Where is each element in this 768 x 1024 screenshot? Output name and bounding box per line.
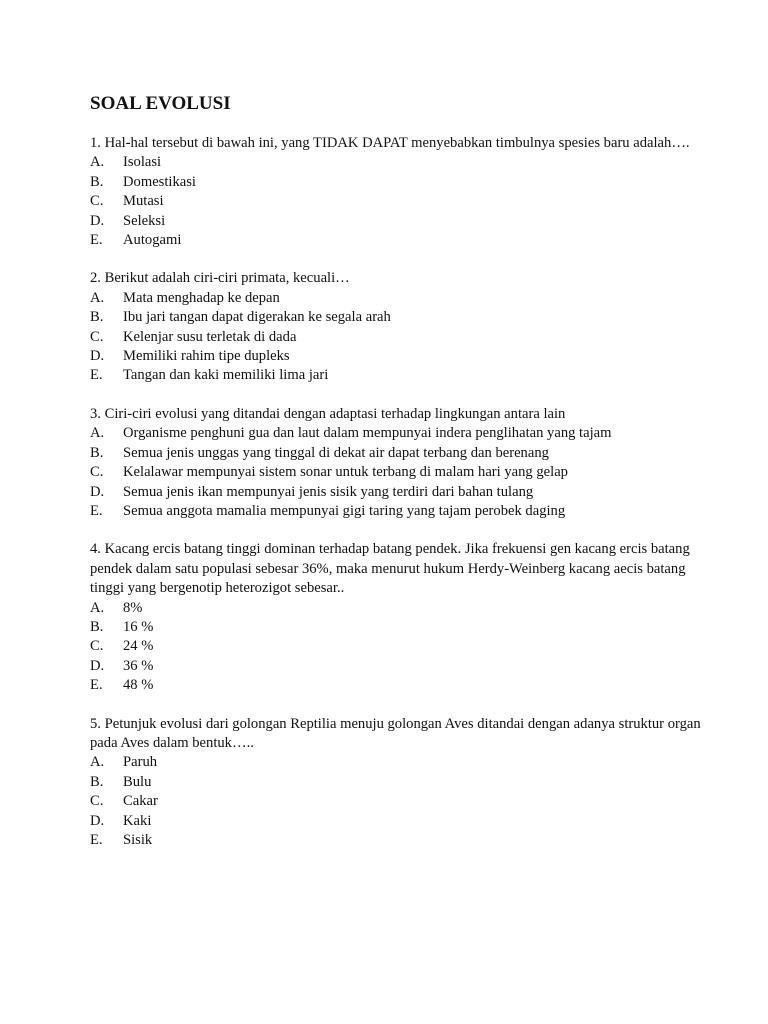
option-text: Tangan dan kaki memiliki lima jari xyxy=(123,367,329,384)
option-letter: D. xyxy=(90,348,105,365)
option-text: 8% xyxy=(123,599,143,616)
option-text: Organisme penghuni gua dan laut dalam mempunyai indera penglihatan yang tajam xyxy=(123,425,612,442)
option-letter: E. xyxy=(90,502,103,519)
option-d xyxy=(90,212,710,231)
option-letter: E. xyxy=(90,677,103,694)
option-c xyxy=(90,192,710,211)
option-text: 36 % xyxy=(123,657,154,674)
option-text: 16 % xyxy=(123,618,154,635)
option-text: Seleksi xyxy=(123,212,166,229)
option-b xyxy=(90,773,710,792)
option-text: 24 % xyxy=(123,638,154,655)
question-text: 2. Berikut adalah ciri-ciri primata, kecuali… xyxy=(90,270,350,287)
option-d xyxy=(90,812,710,831)
option-e xyxy=(90,502,710,521)
question-text: 1. Hal-hal tersebut di bawah ini, yang TIDAK DAPAT menyebabkan timbulnya spesies baru adalah…. xyxy=(90,135,690,151)
option-b xyxy=(90,444,710,463)
option-letter: C. xyxy=(90,328,104,345)
option-d xyxy=(90,657,710,676)
option-letter: C. xyxy=(90,464,104,481)
document-page xyxy=(90,92,710,869)
option-letter: E. xyxy=(90,232,103,249)
option-c xyxy=(90,463,710,482)
question-text: 5. Petunjuk evolusi dari golongan Reptilia menuju golongan Aves ditandai dengan adanya struktur organ pada Aves dalam bentuk….. xyxy=(90,715,701,751)
option-letter: A. xyxy=(90,289,105,306)
option-letter: B. xyxy=(90,618,104,635)
option-c xyxy=(90,792,710,811)
option-letter: E. xyxy=(90,832,103,848)
option-letter: B. xyxy=(90,309,104,326)
question-5 xyxy=(90,715,710,851)
option-text: Domestikasi xyxy=(123,173,196,190)
option-letter: D. xyxy=(90,483,105,500)
option-text: Kelenjar susu terletak di dada xyxy=(123,328,297,345)
option-letter: B. xyxy=(90,444,104,461)
option-letter: C. xyxy=(90,638,104,655)
question-3 xyxy=(90,405,710,521)
option-text: Kaki xyxy=(123,812,152,829)
option-text: Paruh xyxy=(123,754,158,771)
option-c xyxy=(90,328,710,347)
option-e xyxy=(90,831,710,850)
option-text: Cakar xyxy=(123,793,158,810)
option-text: Kelalawar mempunyai sistem sonar untuk terbang di malam hari yang gelap xyxy=(123,464,568,481)
option-text: Memiliki rahim tipe dupleks xyxy=(123,348,290,365)
option-e xyxy=(90,676,710,695)
option-text: Ibu jari tangan dapat digerakan ke segala arah xyxy=(123,309,391,326)
option-text: Mata menghadap ke depan xyxy=(123,289,280,306)
question-4 xyxy=(90,540,710,695)
option-letter: B. xyxy=(90,773,104,790)
document-title: SOAL EVOLUSI xyxy=(90,93,231,114)
option-a xyxy=(90,753,710,772)
option-b xyxy=(90,173,710,192)
option-letter: D. xyxy=(90,812,105,829)
option-e xyxy=(90,231,710,250)
question-2 xyxy=(90,269,710,385)
option-a xyxy=(90,153,710,172)
option-letter: A. xyxy=(90,599,105,616)
option-a xyxy=(90,289,710,308)
option-text: Mutasi xyxy=(123,193,164,210)
option-text: Bulu xyxy=(123,773,152,790)
option-letter: C. xyxy=(90,793,104,810)
option-e xyxy=(90,366,710,385)
option-text: 48 % xyxy=(123,677,154,694)
option-letter: C. xyxy=(90,193,104,210)
option-b xyxy=(90,618,710,637)
option-c xyxy=(90,637,710,656)
option-text: Semua jenis unggas yang tinggal di dekat air dapat terbang dan berenang xyxy=(123,444,549,461)
option-letter: A. xyxy=(90,425,105,442)
option-text: Semua jenis ikan mempunyai jenis sisik yang terdiri dari bahan tulang xyxy=(123,483,534,500)
option-d xyxy=(90,483,710,502)
option-letter: B. xyxy=(90,173,104,190)
option-a xyxy=(90,424,710,443)
option-text: Isolasi xyxy=(123,154,162,171)
option-a xyxy=(90,599,710,618)
option-letter: A. xyxy=(90,154,105,171)
question-1 xyxy=(90,134,710,250)
option-letter: A. xyxy=(90,754,105,771)
option-d xyxy=(90,347,710,366)
option-letter: D. xyxy=(90,657,105,674)
question-text: 3. Ciri-ciri evolusi yang ditandai dengan adaptasi terhadap lingkungan antara lain xyxy=(90,405,566,422)
option-b xyxy=(90,308,710,327)
question-text: 4. Kacang ercis batang tinggi dominan terhadap batang pendek. Jika frekuensi gen kacang ercis batang pendek dalam satu populasi sebesar 36%, maka menurut hukum Herdy-Weinberg kacang aecis batang tinggi yang bergenotip heterozigot sebesar.. xyxy=(90,541,690,597)
option-letter: E. xyxy=(90,367,103,384)
option-text: Autogami xyxy=(123,232,182,249)
option-text: Semua anggota mamalia mempunyai gigi taring yang tajam perobek daging xyxy=(123,502,566,519)
option-text: Sisik xyxy=(123,832,153,848)
option-letter: D. xyxy=(90,212,105,229)
